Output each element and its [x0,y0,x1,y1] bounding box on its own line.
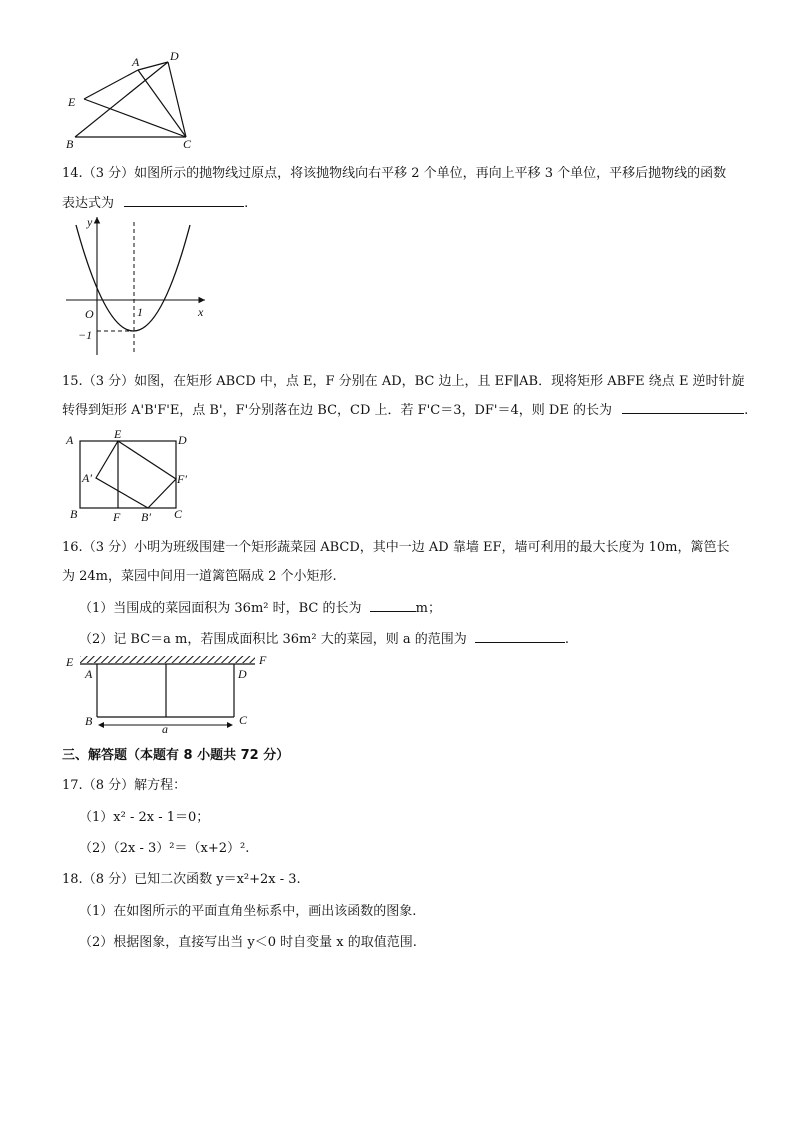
q14-score: （3 分） [82,166,135,181]
q14-line1 [62,162,726,181]
origin-label: O [85,307,94,321]
garden-figure [60,650,267,736]
q16-sub2-blank[interactable] [475,629,565,643]
label-A: A [66,433,74,447]
label-B-prime: B′ [141,510,151,524]
q15-score: （3 分） [82,374,135,389]
triangle-figure [60,46,210,152]
q16-sub2-suffix: . [564,632,569,647]
parabola-figure [60,210,210,360]
q18-sub1: （1）在如图所示的平面直角坐标系中，画出该函数的图象. [79,904,417,919]
tick-neg-one-label: −1 [78,328,93,342]
q16-number: 16. [62,540,83,555]
q15-text-line1: 如图，在矩形 ABCD 中，点 E，F 分别在 AD，BC 边上，且 EF∥AB．现将矩形 ABFE 绕点 E 逆时针旋 [134,374,745,389]
q16-sub1-prefix: （1）当围成的菜园面积为 36m² 时，BC 的长为 [79,601,362,616]
q17-score: （8 分） [82,778,135,793]
label-E: E [68,95,76,109]
q15-line1 [62,370,745,389]
label-B: B [70,507,78,521]
q16-score: （3 分） [82,540,135,555]
q14-answer-suffix: . [244,196,249,211]
q17-sub1: （1）x² - 2x - 1＝0； [79,810,210,825]
q15-line2 [62,399,748,418]
q15-answer-blank[interactable] [622,400,744,414]
q16-text-line1: 小明为班级围建一个矩形蔬菜园 ABCD，其中一边 AD 靠墙 EF，墙可利用的最大长度为 10m，篱笆长 [134,540,730,555]
label-F: F [113,510,121,524]
axis-x-label: x [198,305,204,319]
q17-text: 解方程： [134,778,187,793]
q16-text-line2: 为 24m，菜园中间用一道篱笆隔成 2 个小矩形. [62,569,337,584]
label-C: C [239,713,248,727]
q17-sub2: （2）（2x - 3）²＝（x+2）². [79,841,250,856]
label-C: C [174,507,183,521]
tick-one-label: 1 [137,305,143,319]
label-D: D [170,49,179,63]
label-A-prime: A′ [82,471,92,485]
label-D: D [238,667,247,681]
section-heading: 三、解答题（本题有 8 小题共 72 分） [62,748,290,763]
q18-text: 已知二次函数 y＝x²+2x - 3. [134,872,301,887]
q14-line2 [62,192,248,211]
q16-line1 [62,536,730,555]
q15-text-line2: 转得到矩形 A'B'F'E，点 B'，F'分别落在边 BC，CD 上．若 F'C＝3，DF'＝4，则 DE 的长为 [62,403,612,418]
q16-sub2 [79,628,569,647]
label-E: E [114,427,122,441]
q15-answer-suffix: . [744,403,749,418]
q14-text: 如图所示的抛物线过原点，将该抛物线向右平移 2 个单位，再向上平移 3 个单位，平移后抛物线的函数 [134,166,727,181]
label-a: a [162,722,168,736]
q17-line1 [62,774,186,793]
label-F: F [259,653,267,667]
q14-answer-blank[interactable] [124,193,244,207]
q16-sub1-blank[interactable] [370,598,416,612]
q14-number: 14. [62,166,83,181]
q17-number: 17. [62,778,83,793]
label-E: E [66,655,74,669]
q18-line1 [62,868,301,887]
label-B: B [66,137,74,151]
label-D: D [178,433,187,447]
q16-sub2-prefix: （2）记 BC＝a m，若围成面积比 36m² 大的菜园，则 a 的范围为 [79,632,467,647]
q16-line2 [62,565,337,584]
q16-sub1-suffix: m； [415,601,441,616]
label-F-prime: F′ [177,472,187,486]
label-B: B [85,714,93,728]
rectangle-rotation-figure [60,424,200,524]
q15-number: 15. [62,374,83,389]
q14-answer-prefix: 表达式为 [62,196,115,211]
q18-sub2: （2）根据图象，直接写出当 y＜0 时自变量 x 的取值范围. [79,935,417,950]
q16-sub1 [79,597,441,616]
q18-number: 18. [62,872,83,887]
q18-score: （8 分） [82,872,135,887]
label-A: A [85,667,93,681]
label-C: C [183,137,192,151]
label-A: A [132,55,140,69]
axis-y-label: y [87,215,93,229]
